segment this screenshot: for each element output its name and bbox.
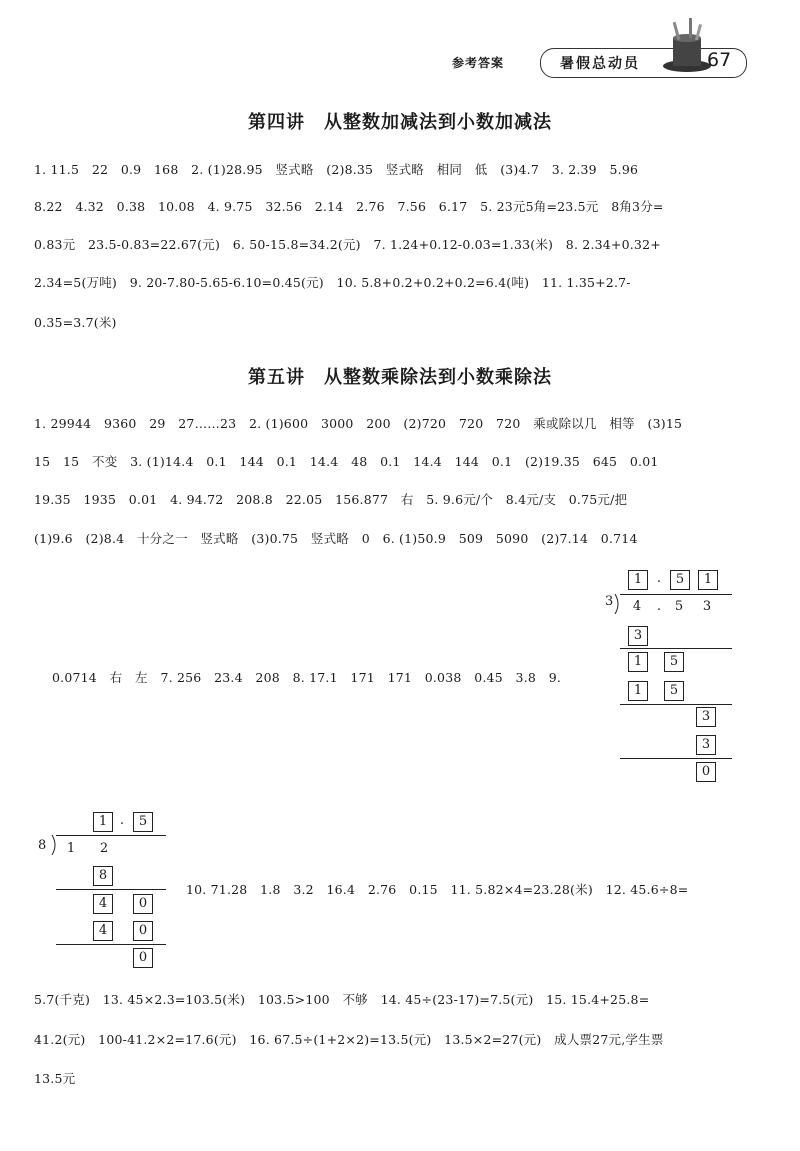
step-digit: 0 <box>133 894 153 914</box>
section-title-4: 第四讲 从整数加减法到小数加减法 <box>248 112 552 133</box>
divisor: 8 <box>38 838 47 853</box>
dividend-digit: 4 <box>632 599 642 614</box>
answer-line: 2.34=5(万吨) 9. 20-7.80-5.65-6.10=0.45(元) 10. 5.8+0.2+0.2+0.2=6.4(吨) 11. 1.35+2.7- <box>34 275 631 290</box>
step-digit: 1 <box>628 681 648 701</box>
quotient-digit: 1 <box>628 570 648 590</box>
division-bracket <box>50 835 60 855</box>
dividend-digit: 5 <box>674 599 684 614</box>
step-digit: 0 <box>696 762 716 782</box>
step-line <box>620 704 732 705</box>
header-label: 参考答案 <box>452 56 505 70</box>
step-digit: 8 <box>93 866 113 886</box>
step-digit: 4 <box>93 921 113 941</box>
step-digit: 3 <box>696 707 716 727</box>
answer-line: 0.0714 右 左 7. 256 23.4 208 8. 17.1 171 171 0.038 0.45 3.8 9. <box>52 670 562 685</box>
division-bracket <box>613 594 623 614</box>
section-title-5: 第五讲 从整数乘除法到小数乘除法 <box>248 367 552 388</box>
answer-line: 0.35=3.7(米) <box>34 315 117 330</box>
step-line <box>56 889 166 890</box>
quotient-digit: 1 <box>698 570 718 590</box>
answer-line: 19.35 1935 0.01 4. 94.72 208.8 22.05 156.877 右 5. 9.6元/个 8.4元/支 0.75元/把 <box>34 492 628 507</box>
dividend-digit: 1 <box>66 841 76 856</box>
answer-line: 10. 71.28 1.8 3.2 16.4 2.76 0.15 11. 5.82×4=23.28(米) 12. 45.6÷8= <box>186 882 689 897</box>
answer-line: 15 15 不变 3. (1)14.4 0.1 144 0.1 14.4 48 0.1 14.4 144 0.1 (2)19.35 645 0.01 <box>34 454 659 469</box>
answer-line: (1)9.6 (2)8.4 十分之一 竖式略 (3)0.75 竖式略 0 6. (1)50.9 509 5090 (2)7.14 0.714 <box>34 531 638 546</box>
dividend-digit: 3 <box>702 599 712 614</box>
page-number: 67 <box>707 49 732 71</box>
quotient-digit: 1 <box>93 812 113 832</box>
quotient-point: . <box>656 571 662 586</box>
answer-line: 8.22 4.32 0.38 10.08 4. 9.75 32.56 2.14 2.76 7.56 6.17 5. 23元5角=23.5元 8角3分= <box>34 199 664 214</box>
step-digit: 0 <box>133 921 153 941</box>
step-digit: 3 <box>696 735 716 755</box>
step-digit: 5 <box>664 652 684 672</box>
step-digit: 4 <box>93 894 113 914</box>
step-line <box>620 648 732 649</box>
answer-line: 41.2(元) 100-41.2×2=17.6(元) 16. 67.5÷(1+2×2)=13.5(元) 13.5×2=27(元) 成人票27元,学生票 <box>34 1032 664 1047</box>
quotient-digit: 5 <box>133 812 153 832</box>
answer-line: 0.83元 23.5-0.83=22.67(元) 6. 50-15.8=34.2(元) 7. 1.24+0.12-0.03=1.33(米) 8. 2.34+0.32+ <box>34 237 661 252</box>
dividend-digit: 2 <box>99 841 109 856</box>
quotient-digit: 5 <box>670 570 690 590</box>
answer-line: 1. 11.5 22 0.9 168 2. (1)28.95 竖式略 (2)8.35 竖式略 相同 低 (3)4.7 3. 2.39 5.96 <box>34 162 639 177</box>
division-bar <box>56 835 166 836</box>
divisor: 3 <box>605 594 614 609</box>
answer-line: 1. 29944 9360 29 27……23 2. (1)600 3000 200 (2)720 720 720 乘或除以几 相等 (3)15 <box>34 416 683 431</box>
answer-line: 5.7(千克) 13. 45×2.3=103.5(米) 103.5>100 不够 14. 45÷(23-17)=7.5(元) 15. 15.4+25.8= <box>34 992 650 1007</box>
step-digit: 1 <box>628 652 648 672</box>
quotient-point: . <box>119 813 125 828</box>
step-digit: 0 <box>133 948 153 968</box>
step-digit: 3 <box>628 626 648 646</box>
step-line <box>620 758 732 759</box>
step-digit: 5 <box>664 681 684 701</box>
dividend-point: . <box>656 599 662 614</box>
division-bar <box>620 594 732 595</box>
step-line <box>56 944 166 945</box>
answer-line: 13.5元 <box>34 1071 76 1086</box>
header-title: 暑假总动员 <box>560 56 640 72</box>
